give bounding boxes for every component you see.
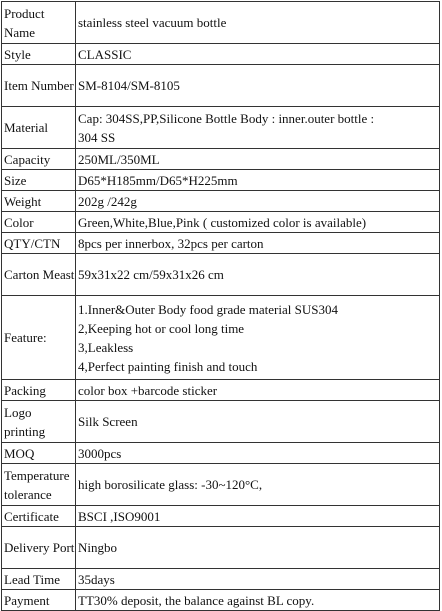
spec-value [76,107,440,149]
spec-value-line: 35days [78,571,115,587]
spec-value [76,401,440,443]
spec-label: Payment [2,590,76,611]
spec-value [76,170,440,191]
spec-label: Size [2,170,76,191]
spec-label: Item Number [2,65,76,107]
spec-value-line: Ningbo [78,540,117,555]
table-row [2,527,440,569]
table-row [2,464,440,506]
spec-value [76,296,440,380]
spec-value-line: BSCI ,ISO9001 [78,508,161,524]
spec-label: Color [2,212,76,233]
table-row [2,212,440,233]
spec-value [76,506,440,527]
table-row [2,191,440,212]
spec-value [76,590,440,611]
table-row [2,401,440,443]
table-row [2,233,440,254]
spec-value [76,149,440,170]
spec-value [76,191,440,212]
spec-label: MOQ [2,443,76,464]
spec-label: Capacity [2,149,76,170]
spec-label: Temperature tolerance [2,464,76,506]
spec-value-line: 304 SS [78,129,116,145]
spec-value-line: stainless steel vacuum bottle [78,15,227,30]
spec-value-line: 59x31x22 cm/59x31x26 cm [78,267,224,282]
table-row [2,296,440,380]
spec-value-line: 1.Inner&Outer Body food grade material SUS304 [78,301,338,317]
table-row [2,380,440,401]
spec-value-line: CLASSIC [78,46,132,62]
table-row [2,2,440,44]
spec-label: Lead Time [2,569,76,590]
spec-label: Product Name [2,2,76,44]
spec-value-line: D65*H185mm/D65*H225mm [78,172,238,188]
spec-value [76,2,440,44]
spec-label: Carton Meast [2,254,76,296]
table-row [2,254,440,296]
spec-value-line: Cap: 304SS,PP,Silicone Bottle Body : inner.outer bottle : [78,110,375,126]
spec-label: Certificate [2,506,76,527]
spec-value-line: color box +barcode sticker [78,382,218,398]
table-row [2,107,440,149]
spec-value-line: high borosilicate glass: -30~120°C, [78,477,263,492]
spec-value-line: 8pcs per innerbox, 32pcs per carton [78,235,264,251]
spec-value [76,212,440,233]
spec-value [76,380,440,401]
table-row [2,65,440,107]
spec-value-line: Silk Screen [78,414,138,429]
spec-label: Packing [2,380,76,401]
table-row [2,590,440,611]
table-row [2,569,440,590]
spec-value-line: TT30% deposit, the balance against BL copy. [78,592,315,608]
spec-value [76,443,440,464]
spec-value [76,233,440,254]
spec-value-line: 3,Leakless [78,339,134,355]
spec-value-line: SM-8104/SM-8105 [78,78,180,93]
spec-value [76,569,440,590]
spec-value [76,464,440,506]
product-spec-table [1,1,440,611]
spec-label: Logo printing [2,401,76,443]
spec-value-line: 202g /242g [78,193,137,209]
spec-label: Style [2,44,76,65]
spec-table-body [2,2,440,611]
spec-label: Weight [2,191,76,212]
spec-value [76,254,440,296]
spec-value-line: Green,White,Blue,Pink ( customized color is available) [78,214,367,230]
table-row [2,44,440,65]
spec-value-line: 2,Keeping hot or cool long time [78,320,245,336]
spec-value-line: 250ML/350ML [78,151,160,167]
table-row [2,506,440,527]
table-row [2,443,440,464]
spec-label: Delivery Port [2,527,76,569]
table-row [2,149,440,170]
spec-value [76,65,440,107]
table-row [2,170,440,191]
spec-value-line: 3000pcs [78,445,122,461]
spec-label: Material [2,107,76,149]
spec-value [76,44,440,65]
spec-value-line: 4,Perfect painting finish and touch [78,358,258,374]
spec-value [76,527,440,569]
spec-label: QTY/CTN [2,233,76,254]
spec-label: Feature: [2,296,76,380]
